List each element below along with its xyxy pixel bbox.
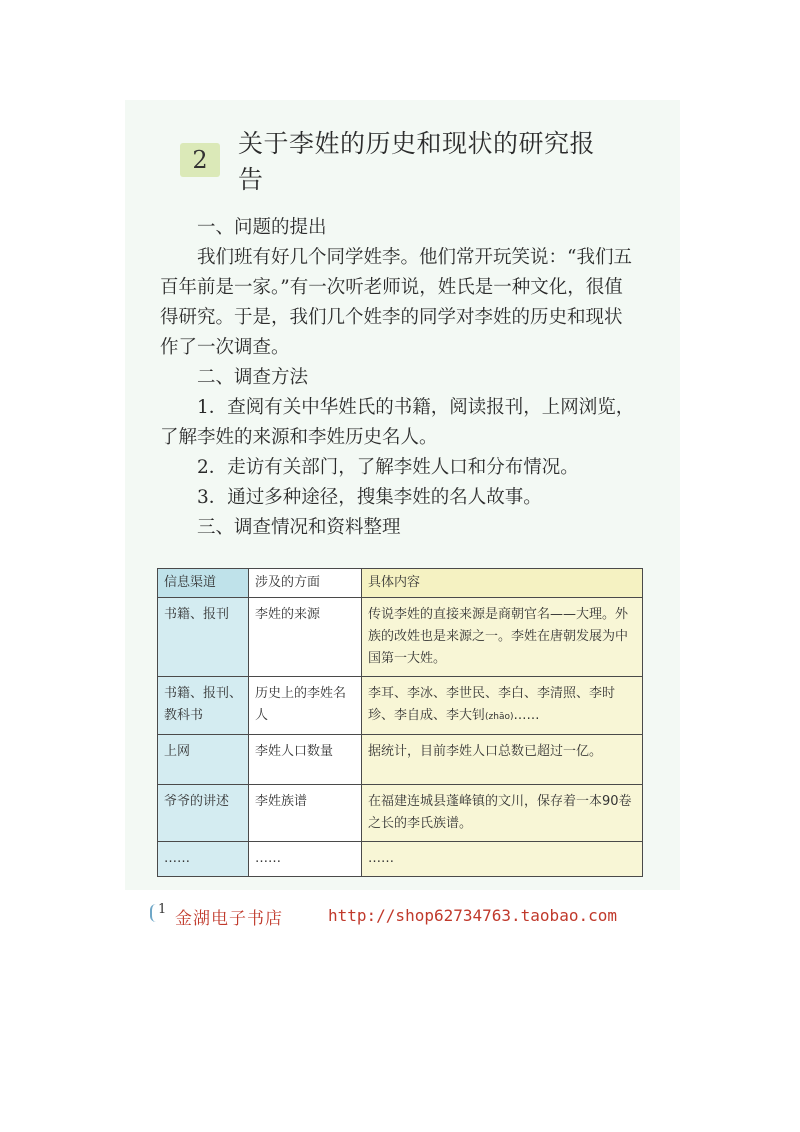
cell-aspect: ……	[249, 842, 362, 877]
paragraph-line: 得研究。于是，我们几个姓李的同学对李姓的历史和现状	[160, 307, 623, 328]
section-heading: 三、调查情况和资料整理	[197, 517, 401, 538]
chapter-title	[180, 129, 620, 194]
cell-channel: 书籍、报刊	[158, 598, 249, 677]
cell-channel: ……	[158, 842, 249, 877]
cell-aspect: 李姓人口数量	[249, 735, 362, 785]
cell-content	[362, 677, 643, 735]
report-body	[160, 213, 645, 543]
cell-channel: 爷爷的讲述	[158, 785, 249, 842]
content-text: 李耳、李冰、李世民、李白、李清照、李时珍、李自成、李大钊	[368, 686, 616, 723]
list-item: 1．查阅有关中华姓氏的书籍，阅读报刊，上网浏览，	[197, 397, 635, 418]
cell-channel: 上网	[158, 735, 249, 785]
list-item-continuation: 了解李姓的来源和李姓历史名人。	[160, 427, 438, 448]
chapter-number: 2	[180, 143, 220, 177]
chapter-title-text: 关于李姓的历史和现状的研究报告	[237, 129, 595, 194]
table-row	[158, 598, 643, 677]
paragraph-line: 百年前是一家。”有一次听老师说，姓氏是一种文化，很值	[160, 277, 623, 298]
survey-table	[157, 568, 643, 877]
cell-content: ……	[362, 842, 643, 877]
section-heading: 一、问题的提出	[197, 217, 327, 238]
column-header-content: 具体内容	[362, 569, 643, 598]
page-footer	[150, 898, 650, 938]
store-watermark-name: 金湖电子书店	[175, 909, 283, 929]
ellipsis: ……	[513, 708, 540, 723]
list-item: 2．走访有关部门，了解李姓人口和分布情况。	[197, 457, 579, 478]
table-row	[158, 677, 643, 735]
cell-content: 在福建连城县蓬峰镇的文川，保存着一本90卷之长的李氏族谱。	[362, 785, 643, 842]
table-row	[158, 785, 643, 842]
paragraph-line: 作了一次调查。	[160, 337, 290, 358]
section-heading: 二、调查方法	[197, 367, 309, 388]
cell-aspect: 李姓族谱	[249, 785, 362, 842]
pinyin-annotation: (zhāo)	[485, 712, 514, 722]
store-watermark-url[interactable]: http://shop62734763.taobao.com	[328, 906, 617, 925]
cell-channel: 书籍、报刊、教科书	[158, 677, 249, 735]
column-header-aspect: 涉及的方面	[249, 569, 362, 598]
cell-content: 传说李姓的直接来源是商朝官名——大理。外族的改姓也是来源之一。李姓在唐朝发展为中国第一大姓。	[362, 598, 643, 677]
cell-content: 据统计，目前李姓人口总数已超过一亿。	[362, 735, 643, 785]
page-mark-decoration	[150, 904, 158, 922]
column-header-channel: 信息渠道	[158, 569, 249, 598]
table-row	[158, 842, 643, 877]
table-header-row	[158, 569, 643, 598]
paragraph-line: 我们班有好几个同学姓李。他们常开玩笑说：“我们五	[197, 247, 632, 268]
cell-aspect: 历史上的李姓名人	[249, 677, 362, 735]
table-row	[158, 735, 643, 785]
list-item: 3．通过多种途径，搜集李姓的名人故事。	[197, 487, 542, 508]
cell-aspect: 李姓的来源	[249, 598, 362, 677]
page-number: 1	[158, 902, 167, 917]
